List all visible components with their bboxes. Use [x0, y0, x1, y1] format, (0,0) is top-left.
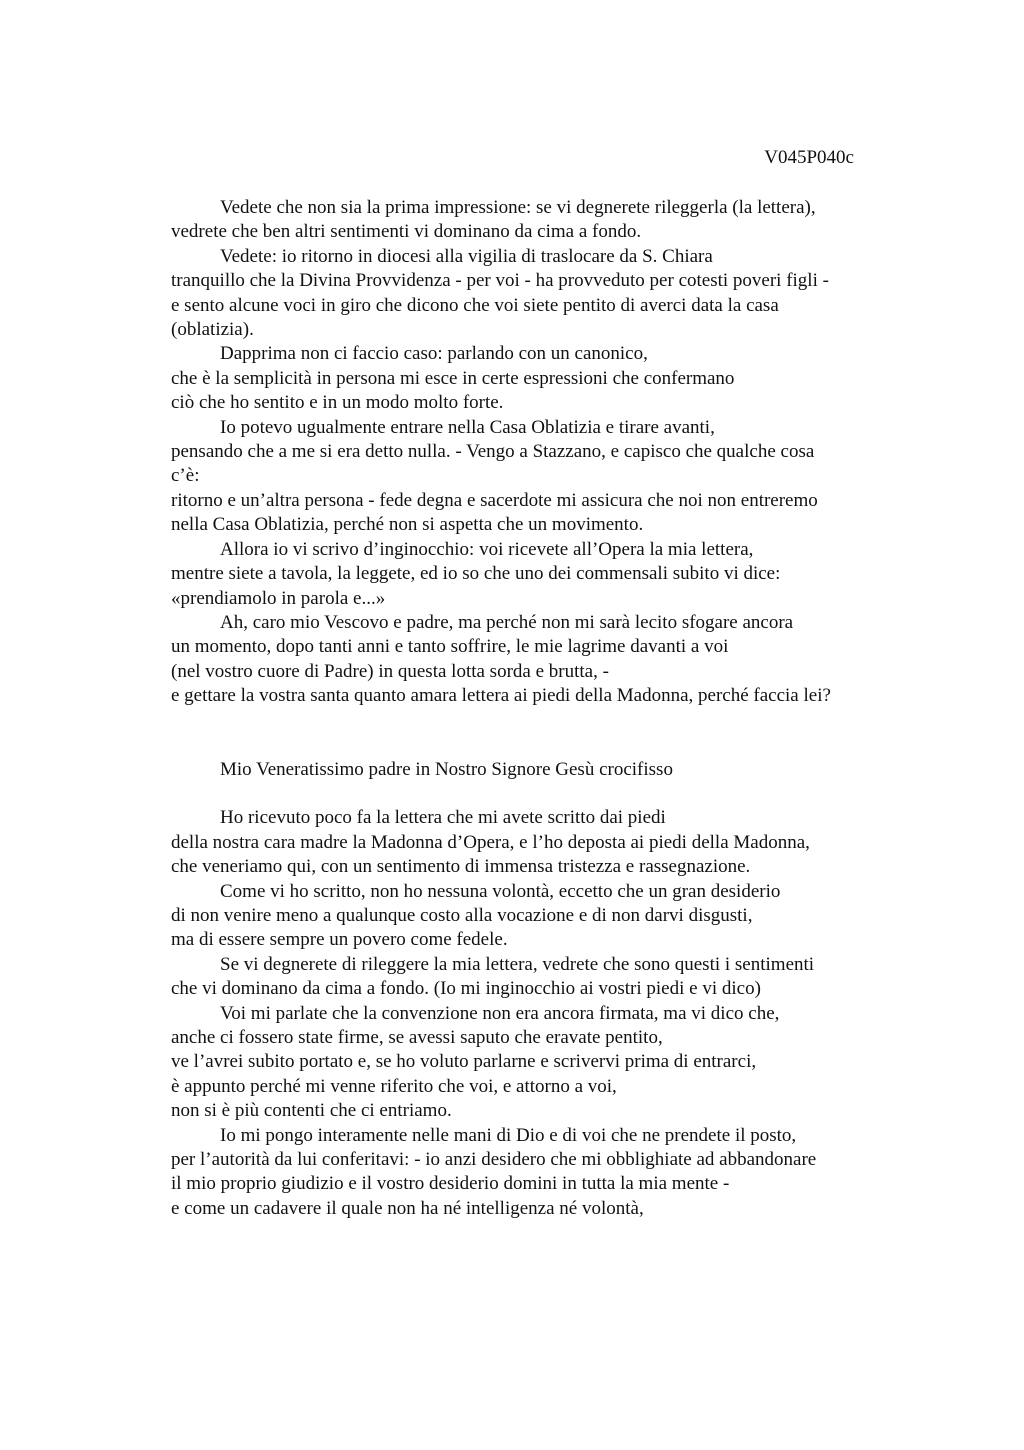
text-line: e gettare la vostra santa quanto amara lettera ai piedi della Madonna, perché faccia lei? [171, 685, 831, 707]
text-line: Io mi pongo interamente nelle mani di Dio e di voi che ne prendete il posto, [220, 1124, 797, 1146]
text-line: ma di essere sempre un povero come fedele. [171, 929, 508, 951]
text-line: «prendiamolo in parola e...» [171, 587, 386, 609]
text-line: che veneriamo qui, con un sentimento di immensa tristezza e rassegnazione. [171, 856, 751, 878]
text-line: Vedete che non sia la prima impressione: se vi degnerete rileggerla (la lettera), [220, 197, 816, 218]
text-line: di non venire meno a qualunque costo alla vocazione e di non darvi disgusti, [171, 904, 753, 926]
text-line: un momento, dopo tanti anni e tanto soffrire, le mie lagrime davanti a voi [171, 636, 729, 658]
text-line: vedrete che ben altri sentimenti vi dominano da cima a fondo. [171, 221, 642, 243]
text-line: e sento alcune voci in giro che dicono che voi siete pentito di averci data la casa [171, 294, 779, 316]
letter-body [171, 196, 911, 1221]
text-line: Ho ricevuto poco fa la lettera che mi avete scritto dai piedi [220, 807, 666, 829]
text-line: Se vi degnerete di rileggere la mia lettera, vedrete che sono questi i sentimenti [220, 953, 815, 975]
text-line: Voi mi parlate che la convenzione non era ancora firmata, ma vi dico che, [220, 1002, 780, 1024]
text-line: (nel vostro cuore di Padre) in questa lotta sorda e brutta, - [171, 660, 609, 682]
text-line: c’è: [171, 465, 200, 487]
text-line: Dapprima non ci faccio caso: parlando con un canonico, [220, 343, 648, 365]
text-line: della nostra cara madre la Madonna d’Opera, e l’ho deposta ai piedi della Madonna, [171, 831, 810, 853]
text-line: non si è più contenti che ci entriamo. [171, 1100, 452, 1122]
text-line: anche ci fossero state firme, se avessi saputo che eravate pentito, [171, 1026, 663, 1048]
text-line: nella Casa Oblatizia, perché non si aspetta che un movimento. [171, 514, 644, 536]
text-line: (oblatizia). [171, 319, 254, 341]
text-line: ve l’avrei subito portato e, se ho voluto parlarne e scrivervi prima di entrarci, [171, 1051, 757, 1073]
section-gap [171, 782, 911, 806]
text-line: Vedete: io ritorno in diocesi alla vigilia di traslocare da S. Chiara [220, 245, 713, 267]
text-line: e come un cadavere il quale non ha né intelligenza né volontà, [171, 1197, 644, 1219]
text-line: pensando che a me si era detto nulla. - Vengo a Stazzano, e capisco che qualche cosa [171, 441, 815, 463]
text-line: Allora io vi scrivo d’inginocchio: voi ricevete all’Opera la mia lettera, [220, 538, 754, 560]
text-line: il mio proprio giudizio e il vostro desiderio domini in tutta la mia mente - [171, 1173, 730, 1195]
text-line: ciò che ho sentito e in un modo molto forte. [171, 392, 504, 414]
text-line: che vi dominano da cima a fondo. (Io mi inginocchio ai vostri piedi e vi dico) [171, 978, 761, 1000]
text-line: mentre siete a tavola, la leggete, ed io so che uno dei commensali subito vi dice: [171, 563, 781, 585]
page-reference: V045P040c [764, 147, 854, 168]
letter-part-1 [171, 196, 911, 709]
salutation: Mio Veneratissimo padre in Nostro Signore Gesù crocifisso [220, 758, 673, 780]
text-line: tranquillo che la Divina Provvidenza - per voi - ha provveduto per cotesti poveri figli - [171, 270, 829, 292]
section-gap [171, 709, 911, 758]
text-line: Io potevo ugualmente entrare nella Casa Oblatizia e tirare avanti, [220, 416, 715, 438]
text-line: è appunto perché mi venne riferito che voi, e attorno a voi, [171, 1075, 617, 1097]
text-line: Come vi ho scritto, non ho nessuna volontà, eccetto che un gran desiderio [220, 880, 781, 902]
text-line: ritorno e un’altra persona - fede degna e sacerdote mi assicura che noi non entreremo [171, 489, 818, 511]
text-line: che è la semplicità in persona mi esce in certe espressioni che confermano [171, 367, 735, 389]
text-line: Ah, caro mio Vescovo e padre, ma perché non mi sarà lecito sfogare ancora [220, 611, 794, 633]
text-line: per l’autorità da lui conferitavi: - io anzi desidero che mi obblighiate ad abbandonare [171, 1149, 817, 1171]
letter-part-2 [171, 806, 911, 1221]
